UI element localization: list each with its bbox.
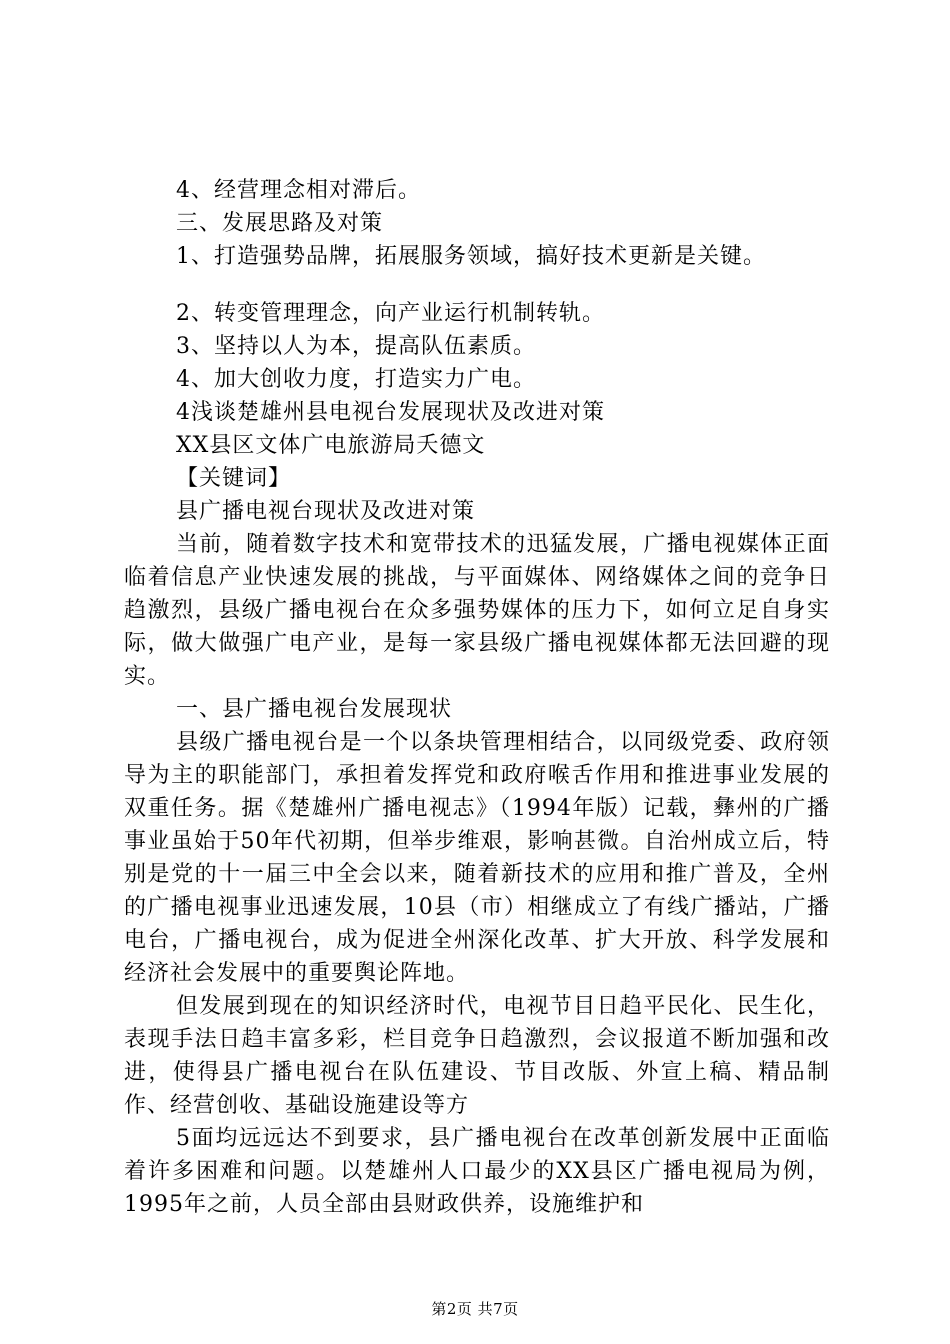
paragraph: 当前，随着数字技术和宽带技术的迅猛发展，广播电视媒体正面临着信息产业快速发展的挑战，与平面媒体、网络媒体之间的竞争日趋激烈，县级广播电视台在众多强势媒体的压力下，如何立足自身实际，做大做强广电产业，是每一家县级广播电视媒体都无法回避的现实。 bbox=[124, 532, 830, 689]
text-line: 2、转变管理理念，向产业运行机制转轨。 bbox=[176, 301, 605, 326]
text-line: 1、打造强势品牌，拓展服务领域，搞好技术更新是关键。 bbox=[176, 244, 766, 269]
section-heading: 一、县广播电视台发展现状 bbox=[176, 697, 453, 722]
text-line: 4、加大创收力度，打造实力广电。 bbox=[176, 367, 536, 392]
article-title: 4浅谈楚雄州县电视台发展现状及改进对策 bbox=[176, 400, 605, 425]
paragraph: 5面均远远达不到要求，县广播电视台在改革创新发展中正面临着许多困难和问题。以楚雄州人口最少的XX县区广播电视局为例，1995年之前，人员全部由县财政供养，设施维护和 bbox=[124, 1126, 830, 1217]
text-line: 4、经营理念相对滞后。 bbox=[176, 178, 421, 203]
keywords-heading: 【关键词】 bbox=[176, 466, 292, 491]
paragraph: 但发展到现在的知识经济时代，电视节目日趋平民化、民生化，表现手法日趋丰富多彩，栏目竞争日趋激烈，会议报道不断加强和改进，使得县广播电视台在队伍建设、节目改版、外宣上稿、精品制作、经营创收、基础设施建设等方 bbox=[124, 994, 830, 1118]
keywords-text: 县广播电视台现状及改进对策 bbox=[176, 499, 476, 524]
paragraph: 县级广播电视台是一个以条块管理相结合，以同级党委、政府领导为主的职能部门，承担着发挥党和政府喉舌作用和推进事业发展的双重任务。据《楚雄州广播电视志》（1994年版）记载，彝州的广播事业虽始于50年代初期，但举步维艰，影响甚微。自治州成立后，特别是党的十一届三中全会以来，随着新技术的应用和推广普及，全州的广播电视事业迅速发展，10县（市）相继成立了有线广播站，广播电台，广播电视台，成为促进全州深化改革、扩大开放、科学发展和经济社会发展中的重要舆论阵地。 bbox=[124, 730, 830, 986]
text-line: 三、发展思路及对策 bbox=[176, 211, 384, 236]
page-footer: 第2页 共7页 bbox=[431, 1300, 519, 1318]
text-line: 3、坚持以人为本，提高队伍素质。 bbox=[176, 334, 536, 359]
blank-gap bbox=[124, 273, 830, 297]
article-author: XX县区文体广电旅游局夭德文 bbox=[176, 433, 486, 458]
document-body bbox=[124, 174, 830, 1221]
